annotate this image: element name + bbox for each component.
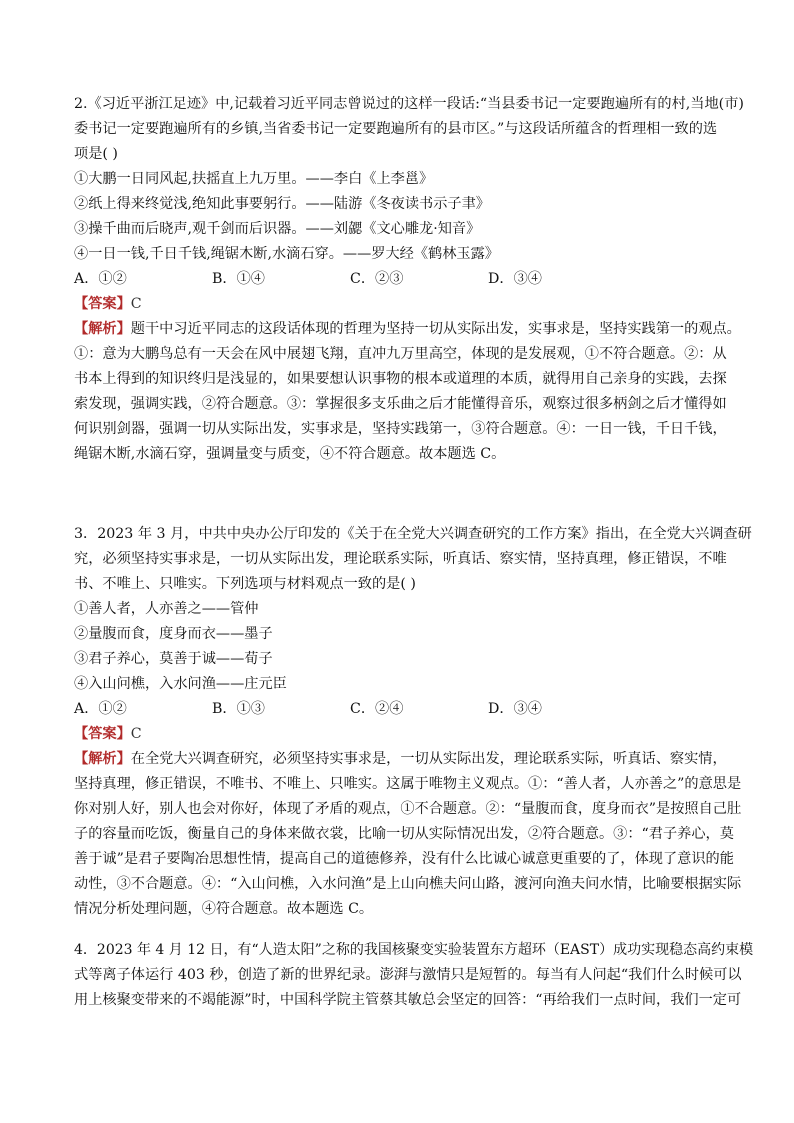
- q3-answer: [74, 722, 754, 747]
- q4-stem-line-3: 用上核聚变带来的不竭能源”时，中国科学院主管蔡其敏总会坚定的回答：“再给我们一点时间，我们一定可: [74, 992, 742, 1008]
- q2-option-2: ②纸上得来终觉浅,绝知此事要躬行。——陆游《冬夜读书示子聿》: [74, 196, 490, 212]
- q2-option-3: ③操千曲而后晓声,观千剑而后识器。——刘勰《文心雕龙·知音》: [74, 221, 481, 237]
- q2-choice-b: B．①④: [212, 271, 265, 287]
- q2-answer-value: C: [130, 296, 142, 312]
- q2-answer-tag: 【答案】: [74, 296, 131, 312]
- q2-choice-d: D．③④: [488, 271, 542, 287]
- q2-option-1: ①大鹏一日同风起,扶摇直上九万里。——李白《上李邕》: [74, 171, 434, 187]
- q3-analysis-text-1: 在全党大兴调查研究，必须坚持实事求是，一切从实际出发，理论联系实际，听真话、察实情，: [130, 751, 727, 767]
- question-2: [74, 92, 754, 467]
- q2-analysis-line-6: 绳锯木断,水滴石穿，强调量变与质变，④不符合题意。故本题选 C。: [74, 446, 506, 462]
- q2-analysis-line-4: 索发现，强调实践，②符合题意。③：掌握很多支乐曲之后才能懂得音乐，观察过很多柄剑之后才懂得如: [74, 396, 727, 412]
- q2-stem-line-2: 委书记一定要跑遍所有的乡镇,当省委书记一定要跑遍所有的县市区。”与这段话所蕴含的哲理相一致的选: [74, 121, 718, 137]
- q3-option-3: ③君子养心，莫善于诚——荀子: [74, 651, 273, 667]
- q2-option-4: ④一日一钱,千日千钱,绳锯木断,水滴石穿。——罗大经《鹤林玉露》: [74, 246, 499, 262]
- q3-choice-d: D．③④: [488, 701, 542, 717]
- q4-stem-line-1: 4．2023 年 4 月 12 日，有“人造太阳”之称的我国核聚变实验装置东方超环（EAST）成功实现稳态高约束模: [74, 942, 754, 958]
- q2-analysis-line-1: [74, 317, 754, 342]
- q3-answer-value: C: [130, 726, 142, 742]
- q3-analysis-line-2: 坚持真理，修正错误，不唯书、不唯上、只唯实。这属于唯物主义观点。①：“善人者，人亦善之”的意思是: [74, 776, 742, 792]
- q2-analysis-text-1: 题干中习近平同志的这段话体现的哲理为坚持一切从实际出发，实事求是，坚持实践第一的观点。: [130, 321, 741, 337]
- q3-analysis-line-6: 动性，③不合题意。④：“入山问樵，入水问渔”是上山向樵夫问山路，渡河向渔夫问水情，比喻要根据实际: [74, 876, 742, 892]
- q2-choice-a: A．①②: [74, 271, 127, 287]
- q3-choice-a: A．①②: [74, 701, 127, 717]
- q2-analysis-tag: 【解析】: [74, 321, 131, 337]
- q2-analysis-line-5: 何识别剑器，强调一切从实际出发，实事求是，坚持实践第一，③符合题意。④：一日一钱，千日千钱，: [74, 421, 727, 437]
- q3-analysis-line-3: 你对别人好，别人也会对你好，体现了矛盾的观点，①不合题意。②：“量腹而食，度身而衣”是按照自己肚: [74, 801, 742, 817]
- q2-answer: [74, 292, 754, 317]
- q3-choices: [74, 697, 754, 722]
- q3-analysis-line-5: 善于诚”是君子要陶冶思想性情，提高自己的道德修养，没有什么比诚心诚意更重要的了，体现了意识的能: [74, 851, 734, 867]
- q3-analysis-line-4: 子的容量而吃饭，衡量自己的身体来做衣裳，比喻一切从实际情况出发，②符合题意。③：“君子养心，莫: [74, 826, 734, 842]
- q3-stem-line-1: 3．2023 年 3 月，中共中央办公厅印发的《关于在全党大兴调查研究的工作方案》指出，在全党大兴调查研: [74, 526, 752, 542]
- q3-stem-line-3: 书、不唯上、只唯实。下列选项与材料观点一致的是( ): [74, 576, 416, 592]
- q3-analysis-line-1: [74, 747, 754, 772]
- q3-analysis-line-7: 情况分析处理问题，④符合题意。故本题选 C。: [74, 901, 374, 917]
- q3-analysis-tag: 【解析】: [74, 751, 131, 767]
- q3-choice-c: C．②④: [350, 701, 404, 717]
- q2-stem-line-3: 项是( ): [74, 146, 118, 162]
- q2-choices: [74, 267, 754, 292]
- q3-option-2: ②量腹而食，度身而衣——墨子: [74, 626, 273, 642]
- question-3: [74, 522, 754, 922]
- q3-answer-tag: 【答案】: [74, 726, 131, 742]
- q2-analysis-line-3: 书本上得到的知识终归是浅显的，如果要想认识事物的根本或道理的本质，就得用自己亲身的实践，去探: [74, 371, 727, 387]
- q3-stem-line-2: 究，必须坚持实事求是，一切从实际出发，理论联系实际，听真话、察实情，坚持真理，修正错误，不唯: [74, 551, 727, 567]
- q2-choice-c: C．②③: [350, 271, 404, 287]
- q3-option-1: ①善人者，人亦善之——管仲: [74, 601, 259, 617]
- q4-stem-line-2: 式等离子体运行 403 秒，创造了新的世界纪录。澎湃与激情只是短暂的。每当有人问起“我们什么时候可以: [74, 967, 742, 983]
- q2-analysis-line-2: ①：意为大鹏鸟总有一天会在风中展翅飞翔，直冲九万里高空，体现的是发展观，①不符合题意。②：从: [74, 346, 727, 362]
- q3-choice-b: B．①③: [212, 701, 265, 717]
- q3-option-4: ④入山问樵，入水问渔——庄元臣: [74, 676, 287, 692]
- question-4: [74, 938, 754, 1013]
- q2-stem-line-1: 2.《习近平浙江足迹》中,记载着习近平同志曾说过的这样一段话:“当县委书记一定要跑遍所有的村,当地(市): [74, 96, 744, 112]
